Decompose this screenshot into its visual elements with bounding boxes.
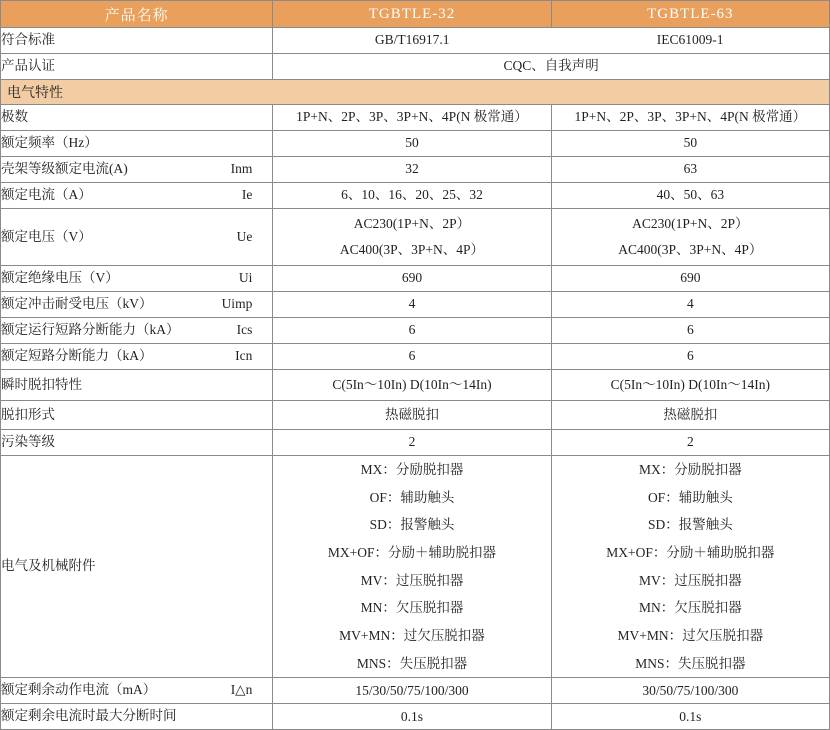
row-value-rated-current-a: 6、10、16、20、25、32 xyxy=(273,183,551,209)
accessory-item: MX+OF：分励＋辅助脱扣器 xyxy=(327,545,497,561)
symbol-icn: Icn xyxy=(235,348,253,364)
label-text: 额定短路分断能力（kA） xyxy=(1,348,153,364)
table-row xyxy=(1,209,830,266)
row-label-poles: 极数 xyxy=(1,105,273,131)
row-value-residual-current-a: 15/30/50/75/100/300 xyxy=(273,678,551,704)
row-value-rated-current-b: 40、50、63 xyxy=(551,183,829,209)
row-label-pollution: 污染等级 xyxy=(1,430,273,456)
label-text: 额定剩余动作电流（mA） xyxy=(1,682,157,698)
table-row xyxy=(1,704,830,730)
accessory-item: SD：报警触头 xyxy=(647,517,733,533)
accessory-item: MN：欠压脱扣器 xyxy=(638,600,742,616)
voltage-a-line1: AC230(1P+N、2P） xyxy=(353,216,471,232)
accessory-item: MV：过压脱扣器 xyxy=(360,572,464,588)
table-row xyxy=(1,183,830,209)
row-label-icn xyxy=(1,344,273,370)
table-row xyxy=(1,401,830,430)
row-value-icn-b: 6 xyxy=(551,344,829,370)
accessory-item: MN：欠压脱扣器 xyxy=(360,600,464,616)
row-value-rated-voltage-b xyxy=(551,209,829,266)
standard-iec: IEC61009-1 xyxy=(656,32,724,48)
row-value-insulation-voltage-a: 690 xyxy=(273,266,551,292)
label-text: 壳架等级额定电流(A) xyxy=(1,161,128,177)
symbol-ue: Ue xyxy=(236,228,253,244)
accessory-item: SD：报警触头 xyxy=(369,517,455,533)
table-row xyxy=(1,54,830,80)
row-value-pollution-b: 2 xyxy=(551,430,829,456)
accessory-item: MX：分励脱扣器 xyxy=(638,462,742,477)
row-label-certification: 产品认证 xyxy=(1,54,273,80)
row-value-instant-trip-a: C(5In～10In) D(10In～14In) xyxy=(273,370,551,401)
accessory-item: MX+OF：分励＋辅助脱扣器 xyxy=(606,545,775,561)
table-header-row xyxy=(1,1,830,28)
row-label-trip-type: 脱扣形式 xyxy=(1,401,273,430)
section-header-electrical-label: 电气特性 xyxy=(1,80,830,105)
table-row xyxy=(1,266,830,292)
table-row xyxy=(1,318,830,344)
row-value-ics-a: 6 xyxy=(273,318,551,344)
table-row xyxy=(1,430,830,456)
row-label-standard: 符合标准 xyxy=(1,28,273,54)
row-label-insulation-voltage xyxy=(1,266,273,292)
accessory-item: OF：辅助触头 xyxy=(369,489,455,505)
voltage-b-line1: AC230(1P+N、2P） xyxy=(632,216,749,232)
row-value-poles-a: 1P+N、2P、3P、3P+N、4P(N 极常通） xyxy=(273,105,551,131)
table-row xyxy=(1,292,830,318)
table-row xyxy=(1,157,830,183)
standard-gb: GB/T16917.1 xyxy=(374,32,450,48)
row-value-certification: CQC、自我声明 xyxy=(273,54,830,80)
row-value-standard xyxy=(273,28,830,54)
row-value-impulse-voltage-a: 4 xyxy=(273,292,551,318)
row-label-rated-voltage xyxy=(1,209,273,266)
accessory-item: MV：过压脱扣器 xyxy=(638,572,742,588)
row-value-frame-current-b: 63 xyxy=(551,157,829,183)
row-label-frame-current xyxy=(1,157,273,183)
row-label-frequency: 额定频率（Hz） xyxy=(1,131,273,157)
label-text: 额定绝缘电压（V） xyxy=(1,270,119,286)
row-label-ics xyxy=(1,318,273,344)
row-value-ics-b: 6 xyxy=(551,318,829,344)
label-text: 额定电压（V） xyxy=(1,228,92,244)
symbol-inm: Inm xyxy=(230,161,253,177)
row-value-insulation-voltage-b: 690 xyxy=(551,266,829,292)
header-model-b: TGBTLE-63 xyxy=(551,1,829,28)
symbol-ui: Ui xyxy=(238,270,253,286)
row-label-break-time: 额定剩余电流时最大分断时间 xyxy=(1,704,273,730)
table-row xyxy=(1,105,830,131)
row-label-instant-trip: 瞬时脱扣特性 xyxy=(1,370,273,401)
row-value-break-time-a: 0.1s xyxy=(273,704,551,730)
row-label-residual-current xyxy=(1,678,273,704)
table-row xyxy=(1,678,830,704)
table-row-accessories xyxy=(1,456,830,678)
table-row xyxy=(1,370,830,401)
row-value-frame-current-a: 32 xyxy=(273,157,551,183)
table-row xyxy=(1,28,830,54)
row-label-impulse-voltage xyxy=(1,292,273,318)
accessory-item: MV+MN：过欠压脱扣器 xyxy=(339,628,485,644)
symbol-uimp: Uimp xyxy=(221,296,253,312)
voltage-b-line2: AC400(3P、3P+N、4P） xyxy=(618,242,763,257)
row-value-residual-current-b: 30/50/75/100/300 xyxy=(551,678,829,704)
symbol-idn: I△n xyxy=(230,682,253,698)
accessory-item: OF：辅助触头 xyxy=(647,489,733,505)
accessory-item: MNS：失压脱扣器 xyxy=(356,655,468,671)
row-value-trip-type-b: 热磁脱扣 xyxy=(551,401,829,430)
header-model-a: TGBTLE-32 xyxy=(273,1,551,28)
row-label-rated-current xyxy=(1,183,273,209)
row-value-break-time-b: 0.1s xyxy=(551,704,829,730)
table-row xyxy=(1,344,830,370)
label-text: 额定电流（A） xyxy=(1,187,92,203)
accessory-item: MX：分励脱扣器 xyxy=(360,462,464,477)
row-value-poles-b: 1P+N、2P、3P、3P+N、4P(N 极常通） xyxy=(551,105,829,131)
row-value-frequency-b: 50 xyxy=(551,131,829,157)
row-value-trip-type-a: 热磁脱扣 xyxy=(273,401,551,430)
symbol-ics: Ics xyxy=(236,322,253,338)
row-label-accessories: 电气及机械附件 xyxy=(1,456,273,678)
voltage-a-line2: AC400(3P、3P+N、4P） xyxy=(339,242,485,257)
accessories-list-a xyxy=(273,456,551,678)
accessory-item: MV+MN：过欠压脱扣器 xyxy=(617,628,764,644)
accessory-item: MNS：失压脱扣器 xyxy=(635,655,746,671)
row-value-icn-a: 6 xyxy=(273,344,551,370)
row-value-impulse-voltage-b: 4 xyxy=(551,292,829,318)
section-header-electrical xyxy=(1,80,830,105)
table-row xyxy=(1,131,830,157)
row-value-instant-trip-b: C(5In～10In) D(10In～14In) xyxy=(551,370,829,401)
symbol-ie: Ie xyxy=(241,187,253,203)
row-value-rated-voltage-a xyxy=(273,209,551,266)
label-text: 额定冲击耐受电压（kV） xyxy=(1,296,153,312)
label-text: 额定运行短路分断能力（kA） xyxy=(1,322,180,338)
row-value-pollution-a: 2 xyxy=(273,430,551,456)
accessories-list-b xyxy=(551,456,829,678)
row-value-frequency-a: 50 xyxy=(273,131,551,157)
header-product-name: 产品名称 xyxy=(1,1,273,28)
